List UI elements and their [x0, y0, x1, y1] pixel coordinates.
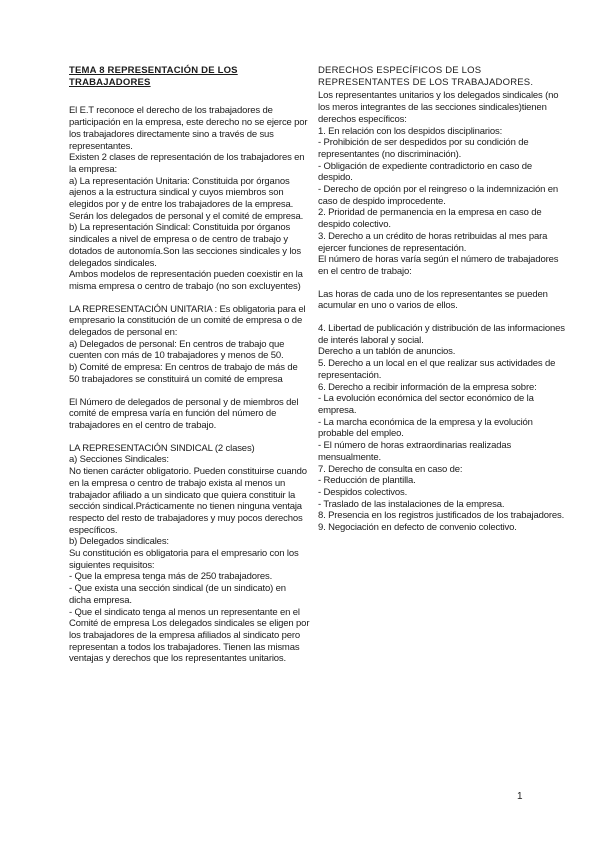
list-item: 7. Derecho de consulta en caso de:	[318, 463, 463, 475]
paragraph: Ambos modelos de representación pueden coexistir en la misma empresa o centro de trabajo (no son excluyentes)	[69, 269, 303, 292]
list-item: - Que el sindicato tenga al menos un representante en el Comité de empresa Los delegados sindicales se eligen por los trabajadores de la empresa afiliados al sindicato pero representan a todos los trabajadores. Tienen las mismas ventajas y derechos que los representantes unitarios.	[69, 606, 310, 665]
list-item: - Reducción de plantilla.	[318, 475, 416, 487]
paragraph: Existen 2 clases de representación de los trabajadores en la empresa:	[69, 152, 305, 175]
paragraph: Derecho a un tablón de anuncios.	[318, 346, 456, 358]
right-column	[318, 65, 565, 534]
paragraph: a) Secciones Sindicales:	[69, 454, 169, 466]
paragraph: b) Comité de empresa: En centros de trabajo de más de 50 trabajadores se constituirá un comité de empresa	[69, 362, 298, 385]
paragraph: a) La representación Unitaria: Constituida por órganos ajenos a la estructura sindical y cuyos miembros son elegidos por y de entre los trabajadores de la empresa. Serán los delegados de personal y el comité de empresa.	[69, 175, 304, 222]
paragraph: El número de horas varía según el número de trabajadores en el centro de trabajo:	[318, 254, 559, 277]
list-item: - Que exista una sección sindical (de un sindicato) en dicha empresa.	[69, 583, 286, 606]
list-item: - Derecho de opción por el reingreso o la indemnización en caso de despido improcedente.	[318, 184, 559, 207]
paragraph: Los representantes unitarios y los delegados sindicales (no los meros integrantes de las secciones sindicales)tienen derechos específicos:	[318, 90, 559, 125]
list-item: 2. Prioridad de permanencia en la empresa en caso de despido colectivo.	[318, 207, 542, 231]
paragraph: Su constitución es obligatoria para el empresario con los siguientes requisitos:	[69, 548, 299, 571]
list-item: - Prohibición de ser despedidos por su condición de representantes (no discriminación).	[318, 137, 529, 160]
list-item: 4. Libertad de publicación y distribución de las informaciones de interés laboral y social.	[318, 323, 565, 346]
paragraph: Las horas de cada uno de los representantes se pueden acumular en uno o varios de ellos.	[318, 288, 548, 312]
list-item: 1. En relación con los despidos disciplinarios:	[318, 125, 503, 137]
paragraph: a) Delegados de personal: En centros de trabajo que cuenten con más de 10 trabajadores y menos de 50.	[69, 338, 285, 362]
paragraph: b) La representación Sindical: Constituida por órganos sindicales a nivel de empresa o de centro de trabajo y dotados de autonomía.Son las secciones sindicales y los delegados sindicales.	[69, 222, 302, 269]
list-item: 8. Presencia en los registros justificados de los trabajadores.	[318, 510, 565, 522]
list-item: - La marcha económica de la empresa y la evolución probable del empleo.	[318, 416, 533, 440]
list-item: - Obligación de expediente contradictorio en caso de despido.	[318, 160, 533, 184]
document-title: TEMA 8 REPRESENTACIÓN DE LOS TRABAJADORES	[69, 65, 238, 88]
paragraph: b) Delegados sindicales:	[69, 536, 169, 548]
list-item: 6. Derecho a recibir información de la empresa sobre:	[318, 381, 537, 393]
section-heading-derechos-especificos: DERECHOS ESPECÍFICOS DE LOS REPRESENTANTES DE LOS TRABAJADORES.	[318, 65, 534, 88]
list-item: - El número de horas extraordinarias realizadas mensualmente.	[318, 440, 512, 463]
list-item: - La evolución económica del sector económico de la empresa.	[318, 393, 534, 416]
list-item: - Que la empresa tenga más de 250 trabajadores.	[69, 571, 273, 583]
page-number: 1	[517, 791, 523, 802]
section-heading-representacion-sindical: LA REPRESENTACIÓN SINDICAL (2 clases)	[69, 442, 255, 454]
paragraph: El Número de delegados de personal y de miembros del comité de empresa varía en función del número de trabajadores en el centro de trabajo.	[69, 396, 299, 431]
list-item: 3. Derecho a un crédito de horas retribuidas al mes para ejercer funciones de representación.	[318, 230, 548, 254]
list-item: 9. Negociación en defecto de convenio colectivo.	[318, 522, 517, 534]
paragraph: El E.T reconoce el derecho de los trabajadores de participación en la empresa, este derecho no se ejerce por los trabajadores directamente sino a través de sus representantes.	[69, 105, 308, 152]
left-column	[69, 65, 310, 665]
paragraph: No tienen carácter obligatorio. Pueden constituirse cuando en la empresa o centro de trabajo exista al menos un trabajador afiliado a un sindicato que quiera constituir la sección sindical.Prácticamente no tienen ninguna ventaja respecto del resto de trabajadores y muy pocos derechos específicos.	[69, 466, 307, 536]
list-item: - Traslado de las instalaciones de la empresa.	[318, 498, 505, 510]
section-heading-representacion-unitaria: LA REPRESENTACIÓN UNITARIA : Es obligatoria para el empresario la constitución de un comité de empresa o de delegados de personal en:	[69, 303, 306, 339]
list-item: - Despidos colectivos.	[318, 486, 408, 498]
list-item: 5. Derecho a un local en el que realizar sus actividades de representación.	[318, 358, 556, 381]
